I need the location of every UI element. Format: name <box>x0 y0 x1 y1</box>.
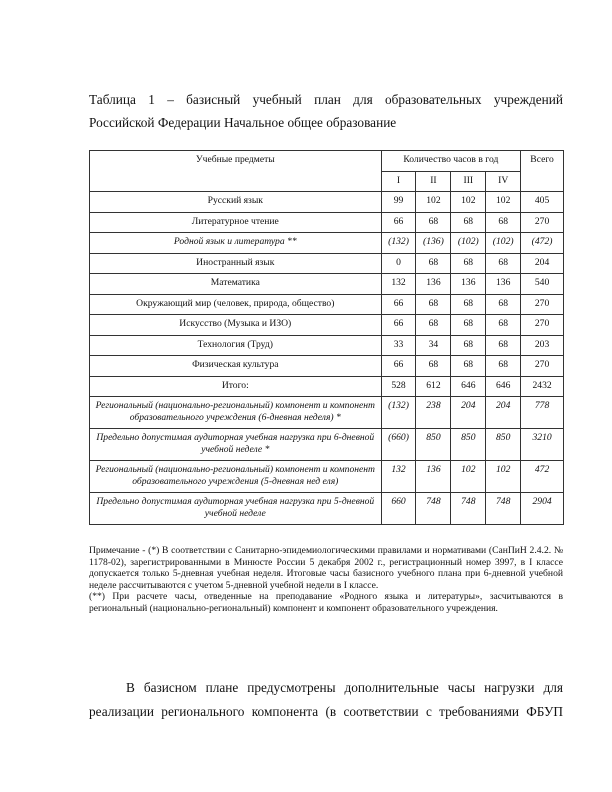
total-cell: 270 <box>521 356 564 377</box>
table-row <box>90 397 564 429</box>
value-cell: 66 <box>381 212 416 233</box>
value-cell: (102) <box>486 233 521 254</box>
value-cell: 850 <box>416 429 451 461</box>
value-cell: 68 <box>486 212 521 233</box>
subject-cell: Иностранный язык <box>90 253 382 274</box>
subject-cell: Математика <box>90 274 382 295</box>
table-row <box>90 335 564 356</box>
subject-cell: Итого: <box>90 376 382 397</box>
value-cell: 132 <box>381 461 416 493</box>
curriculum-table <box>89 150 564 525</box>
header-total: Всего <box>521 151 564 192</box>
value-cell: 136 <box>451 274 486 295</box>
value-cell: 68 <box>416 253 451 274</box>
total-cell: 270 <box>521 294 564 315</box>
value-cell: 66 <box>381 315 416 336</box>
value-cell: 99 <box>381 192 416 213</box>
total-cell: 204 <box>521 253 564 274</box>
total-cell: 540 <box>521 274 564 295</box>
note-paragraph-2: (**) При расчете часы, отведенные на преподавание «Родного языка и литературы», засчитываются в региональный (национально-региональный) компонент и компонент образовательного учреждения. <box>89 591 563 614</box>
subject-cell: Литературное чтение <box>90 212 382 233</box>
table-caption <box>89 88 563 134</box>
total-cell: 270 <box>521 315 564 336</box>
subject-cell: Технология (Труд) <box>90 335 382 356</box>
table-note <box>89 545 563 615</box>
value-cell: 68 <box>416 315 451 336</box>
value-cell: (132) <box>381 397 416 429</box>
header-grade-3: III <box>451 171 486 192</box>
table-row <box>90 356 564 377</box>
value-cell: 136 <box>416 461 451 493</box>
total-cell: 2432 <box>521 376 564 397</box>
total-cell: 2904 <box>521 493 564 525</box>
header-hours-per-year: Количество часов в год <box>381 151 521 172</box>
value-cell: 850 <box>451 429 486 461</box>
value-cell: 660 <box>381 493 416 525</box>
body-line-2: реализации регионального компонента (в соответствии с требованиями ФБУП <box>89 703 563 719</box>
subject-cell: Русский язык <box>90 192 382 213</box>
header-subjects: Учебные предметы <box>90 151 382 192</box>
value-cell: 66 <box>381 294 416 315</box>
note-paragraph-1: Примечание - (*) В соответствии с Санитарно-эпидемиологическими правилами и нормативами (СанПиН 2.4.2. № 1178-02), зарегистрированными в Минюсте России 5 декабря 2002 г., регистрационный номер 3997, в I классе допускается только 5-дневная учебная неделя. Итоговые часы базисного учебного плана при 6-дневной учебной неделе рассчитываются с учетом 5-дневной учебной недели в I классе. <box>89 545 563 591</box>
value-cell: 204 <box>451 397 486 429</box>
header-grade-1: I <box>381 171 416 192</box>
value-cell: 102 <box>486 192 521 213</box>
table-row <box>90 294 564 315</box>
value-cell: 528 <box>381 376 416 397</box>
value-cell: 68 <box>416 356 451 377</box>
header-grade-2: II <box>416 171 451 192</box>
table-header-row <box>90 151 564 172</box>
subject-cell: Предельно допустимая аудиторная учебная нагрузка при 6-дневной учебной неделе * <box>90 429 382 461</box>
table-row <box>90 274 564 295</box>
value-cell: 68 <box>486 315 521 336</box>
header-grade-4: IV <box>486 171 521 192</box>
value-cell: 102 <box>416 192 451 213</box>
value-cell: 0 <box>381 253 416 274</box>
value-cell: 68 <box>451 315 486 336</box>
value-cell: 68 <box>486 253 521 274</box>
total-cell: 405 <box>521 192 564 213</box>
caption-line-1: Таблица 1 – базисный учебный план для образовательных учреждений <box>89 92 563 107</box>
value-cell: 850 <box>486 429 521 461</box>
value-cell: (136) <box>416 233 451 254</box>
body-paragraph <box>89 676 563 723</box>
subject-cell: Окружающий мир (человек, природа, общество) <box>90 294 382 315</box>
subject-cell: Предельно допустимая аудиторная учебная нагрузка при 5-дневной учебной неделе <box>90 493 382 525</box>
value-cell: 748 <box>451 493 486 525</box>
value-cell: 136 <box>416 274 451 295</box>
value-cell: 748 <box>486 493 521 525</box>
value-cell: 102 <box>451 461 486 493</box>
value-cell: 646 <box>486 376 521 397</box>
table-row <box>90 315 564 336</box>
value-cell: 68 <box>486 356 521 377</box>
subject-cell: Искусство (Музыка и ИЗО) <box>90 315 382 336</box>
value-cell: 238 <box>416 397 451 429</box>
value-cell: 68 <box>486 294 521 315</box>
value-cell: 132 <box>381 274 416 295</box>
value-cell: 34 <box>416 335 451 356</box>
value-cell: 66 <box>381 356 416 377</box>
value-cell: 68 <box>416 294 451 315</box>
caption-line-2: Российской Федерации Начальное общее образование <box>89 115 397 130</box>
value-cell: 68 <box>416 212 451 233</box>
value-cell: 204 <box>486 397 521 429</box>
total-cell: 3210 <box>521 429 564 461</box>
table-row <box>90 233 564 254</box>
table-row <box>90 493 564 525</box>
value-cell: 68 <box>486 335 521 356</box>
table-row <box>90 253 564 274</box>
table-row <box>90 429 564 461</box>
value-cell: 33 <box>381 335 416 356</box>
value-cell: 612 <box>416 376 451 397</box>
table-row <box>90 461 564 493</box>
value-cell: 68 <box>451 212 486 233</box>
value-cell: 102 <box>486 461 521 493</box>
value-cell: 68 <box>451 253 486 274</box>
table-row <box>90 192 564 213</box>
value-cell: (102) <box>451 233 486 254</box>
subject-cell: Родной язык и литература ** <box>90 233 382 254</box>
value-cell: 136 <box>486 274 521 295</box>
value-cell: 68 <box>451 356 486 377</box>
value-cell: 646 <box>451 376 486 397</box>
total-cell: 472 <box>521 461 564 493</box>
value-cell: (132) <box>381 233 416 254</box>
subject-cell: Физическая культура <box>90 356 382 377</box>
subject-cell: Региональный (национально-региональный) компонент и компонент образовательного учреждения (5-дневная нед еля) <box>90 461 382 493</box>
total-cell: 203 <box>521 335 564 356</box>
total-cell: (472) <box>521 233 564 254</box>
table-row <box>90 212 564 233</box>
value-cell: 748 <box>416 493 451 525</box>
table-row-total <box>90 376 564 397</box>
value-cell: (660) <box>381 429 416 461</box>
value-cell: 68 <box>451 335 486 356</box>
subject-cell: Региональный (национально-региональный) компонент и компонент образовательного учреждения (6-дневная неделя) * <box>90 397 382 429</box>
value-cell: 102 <box>451 192 486 213</box>
value-cell: 68 <box>451 294 486 315</box>
body-line-1: В базисном плане предусмотрены дополнительные часы нагрузки для <box>126 680 563 695</box>
total-cell: 270 <box>521 212 564 233</box>
total-cell: 778 <box>521 397 564 429</box>
